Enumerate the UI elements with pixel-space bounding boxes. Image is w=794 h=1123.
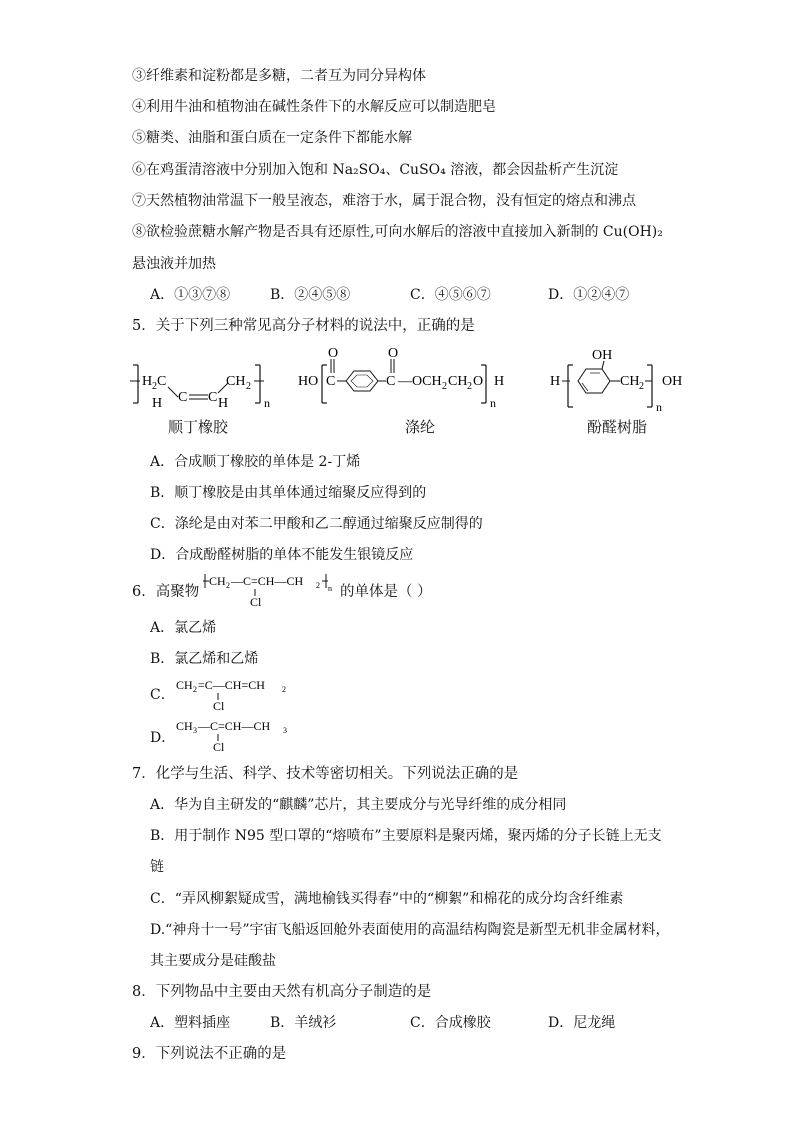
q4-item-3: ③纤维素和淀粉都是多糖，二者互为同分异构体	[132, 68, 426, 84]
svg-text:2: 2	[316, 581, 320, 590]
svg-text:H: H	[142, 374, 153, 389]
q6-polymer-formula	[200, 570, 340, 610]
svg-text:n: n	[656, 400, 662, 414]
q5-structures-figure	[130, 345, 690, 415]
q4-option-b: B．②④⑤⑧	[270, 287, 351, 303]
svg-text:Cl: Cl	[250, 595, 262, 609]
svg-text:O: O	[328, 346, 339, 361]
q6-option-a: A．氯乙烯	[150, 620, 217, 636]
svg-text:2: 2	[226, 581, 230, 590]
q6-option-b: B．氯乙烯和乙烯	[150, 651, 259, 667]
q4-item-6: ⑥在鸡蛋清溶液中分别加入饱和 Na₂SO₄、CuSO₄ 溶液，都会因盐析产生沉淀	[132, 162, 619, 178]
phenolic-resin-structure	[550, 348, 682, 414]
svg-text:CH: CH	[176, 719, 193, 733]
q8-option-c: C．合成橡胶	[410, 1015, 491, 1031]
q9-stem: 9．下列说法不正确的是	[132, 1046, 287, 1062]
svg-text:H: H	[218, 396, 229, 411]
svg-text:Cl: Cl	[213, 740, 225, 754]
svg-text:—OCH: —OCH	[398, 374, 442, 389]
q6-prefix: 6．高聚物	[132, 584, 200, 600]
q4-item-8: ⑧欲检验蔗糖水解产物是否具有还原性,可向水解后的溶液中直接加入新制的 Cu(OH)₂	[132, 224, 663, 240]
svg-text:HO: HO	[298, 374, 319, 389]
svg-text:OH: OH	[662, 374, 683, 389]
q5-option-a: A．合成顺丁橡胶的单体是 2-丁烯	[150, 454, 361, 470]
svg-text:O: O	[473, 374, 484, 389]
svg-text:C: C	[178, 390, 188, 405]
svg-text:2: 2	[442, 381, 447, 392]
pet-structure	[298, 346, 504, 410]
q6-option-d-label: D．	[150, 730, 176, 746]
svg-text:n: n	[328, 584, 332, 593]
svg-text:2: 2	[639, 381, 644, 392]
q5-stem: 5．关于下列三种常见高分子材料的说法中，正确的是	[132, 318, 475, 334]
svg-text:n: n	[264, 396, 270, 410]
svg-text:2: 2	[152, 381, 157, 392]
q7-option-d-cont: 其主要成分是硅酸盐	[150, 953, 276, 969]
q6-suffix: 的单体是（ ）	[340, 584, 432, 600]
q4-item-8-cont: 悬浊液并加热	[132, 256, 216, 272]
q4-option-d: D．①②④⑦	[548, 287, 630, 303]
svg-text:H: H	[550, 374, 561, 389]
svg-text:CH: CH	[448, 374, 468, 389]
svg-text:—C=CH—CH: —C=CH—CH	[198, 719, 271, 733]
svg-text:CH: CH	[209, 574, 226, 588]
label-phenolic-resin: 酚醛树脂	[587, 418, 648, 436]
svg-text:C: C	[208, 390, 218, 405]
q7-option-b-cont: 链	[150, 859, 164, 875]
q7-stem: 7．化学与生活、科学、技术等密切相关。下列说法正确的是	[132, 766, 519, 782]
q8-option-b: B．羊绒衫	[270, 1015, 337, 1031]
q8-option-d: D．尼龙绳	[548, 1015, 616, 1031]
q5-option-c: C．涤纶是由对苯二甲酸和乙二醇通过缩聚反应制得的	[150, 516, 483, 532]
q5-option-d: D．合成酚醛树脂的单体不能发生银镜反应	[150, 547, 414, 563]
q6-option-c-formula	[172, 673, 302, 713]
svg-text:H: H	[152, 396, 163, 411]
svg-text:2: 2	[282, 685, 286, 694]
svg-text:C: C	[157, 374, 167, 389]
svg-text:CH: CH	[176, 678, 193, 692]
label-cis-polybutadiene: 顺丁橡胶	[168, 418, 229, 436]
svg-text:2: 2	[193, 685, 197, 694]
svg-text:2: 2	[467, 381, 472, 392]
q8-stem: 8．下列物品中主要由天然有机高分子制造的是	[132, 984, 432, 1000]
svg-text:C: C	[326, 374, 336, 389]
svg-text:O: O	[388, 346, 399, 361]
svg-text:H: H	[494, 374, 505, 389]
cis-polybutadiene-structure	[130, 365, 270, 411]
q7-option-d: D.“神舟十一号”宇宙飞船返回舱外表面使用的高温结构陶瓷是新型无机非金属材料，	[150, 922, 670, 938]
q8-option-a: A．塑料插座	[150, 1015, 231, 1031]
svg-text:CH: CH	[620, 374, 640, 389]
q4-option-a: A．①③⑦⑧	[150, 287, 231, 303]
q4-option-c: C．④⑤⑥⑦	[410, 287, 491, 303]
svg-text:3: 3	[283, 726, 287, 735]
q4-item-5: ⑤糖类、油脂和蛋白质在一定条件下都能水解	[132, 130, 412, 146]
svg-text:n: n	[490, 396, 496, 410]
label-pet: 涤纶	[405, 418, 436, 436]
svg-text:OH: OH	[592, 348, 613, 363]
q4-item-7: ⑦天然植物油常温下一般呈液态，难溶于水，属于混合物，没有恒定的熔点和沸点	[132, 193, 636, 209]
q6-option-d-formula	[172, 714, 302, 754]
svg-text:C: C	[386, 374, 396, 389]
q6-option-c-label: C．	[150, 687, 175, 703]
q7-option-c: C．“弄风柳絮疑成雪，满地榆钱买得春”中的“柳絮”和棉花的成分均含纤维素	[150, 891, 624, 907]
svg-text:Cl: Cl	[213, 699, 225, 713]
svg-text:CH: CH	[226, 374, 246, 389]
q7-option-a: A．华为自主研发的“麒麟”芯片，其主要成分与光导纤维的成分相同	[150, 797, 567, 813]
q4-item-4: ④利用牛油和植物油在碱性条件下的水解反应可以制造肥皂	[132, 99, 496, 115]
svg-text:3: 3	[193, 726, 197, 735]
q5-option-b: B．顺丁橡胶是由其单体通过缩聚反应得到的	[150, 485, 427, 501]
svg-text:—C=CH—CH: —C=CH—CH	[231, 574, 304, 588]
svg-text:=C—CH=CH: =C—CH=CH	[198, 678, 265, 692]
q7-option-b: B．用于制作 N95 型口罩的“熔喷布”主要原料是聚丙烯，聚丙烯的分子长链上无支	[150, 828, 662, 844]
svg-text:2: 2	[246, 381, 251, 392]
